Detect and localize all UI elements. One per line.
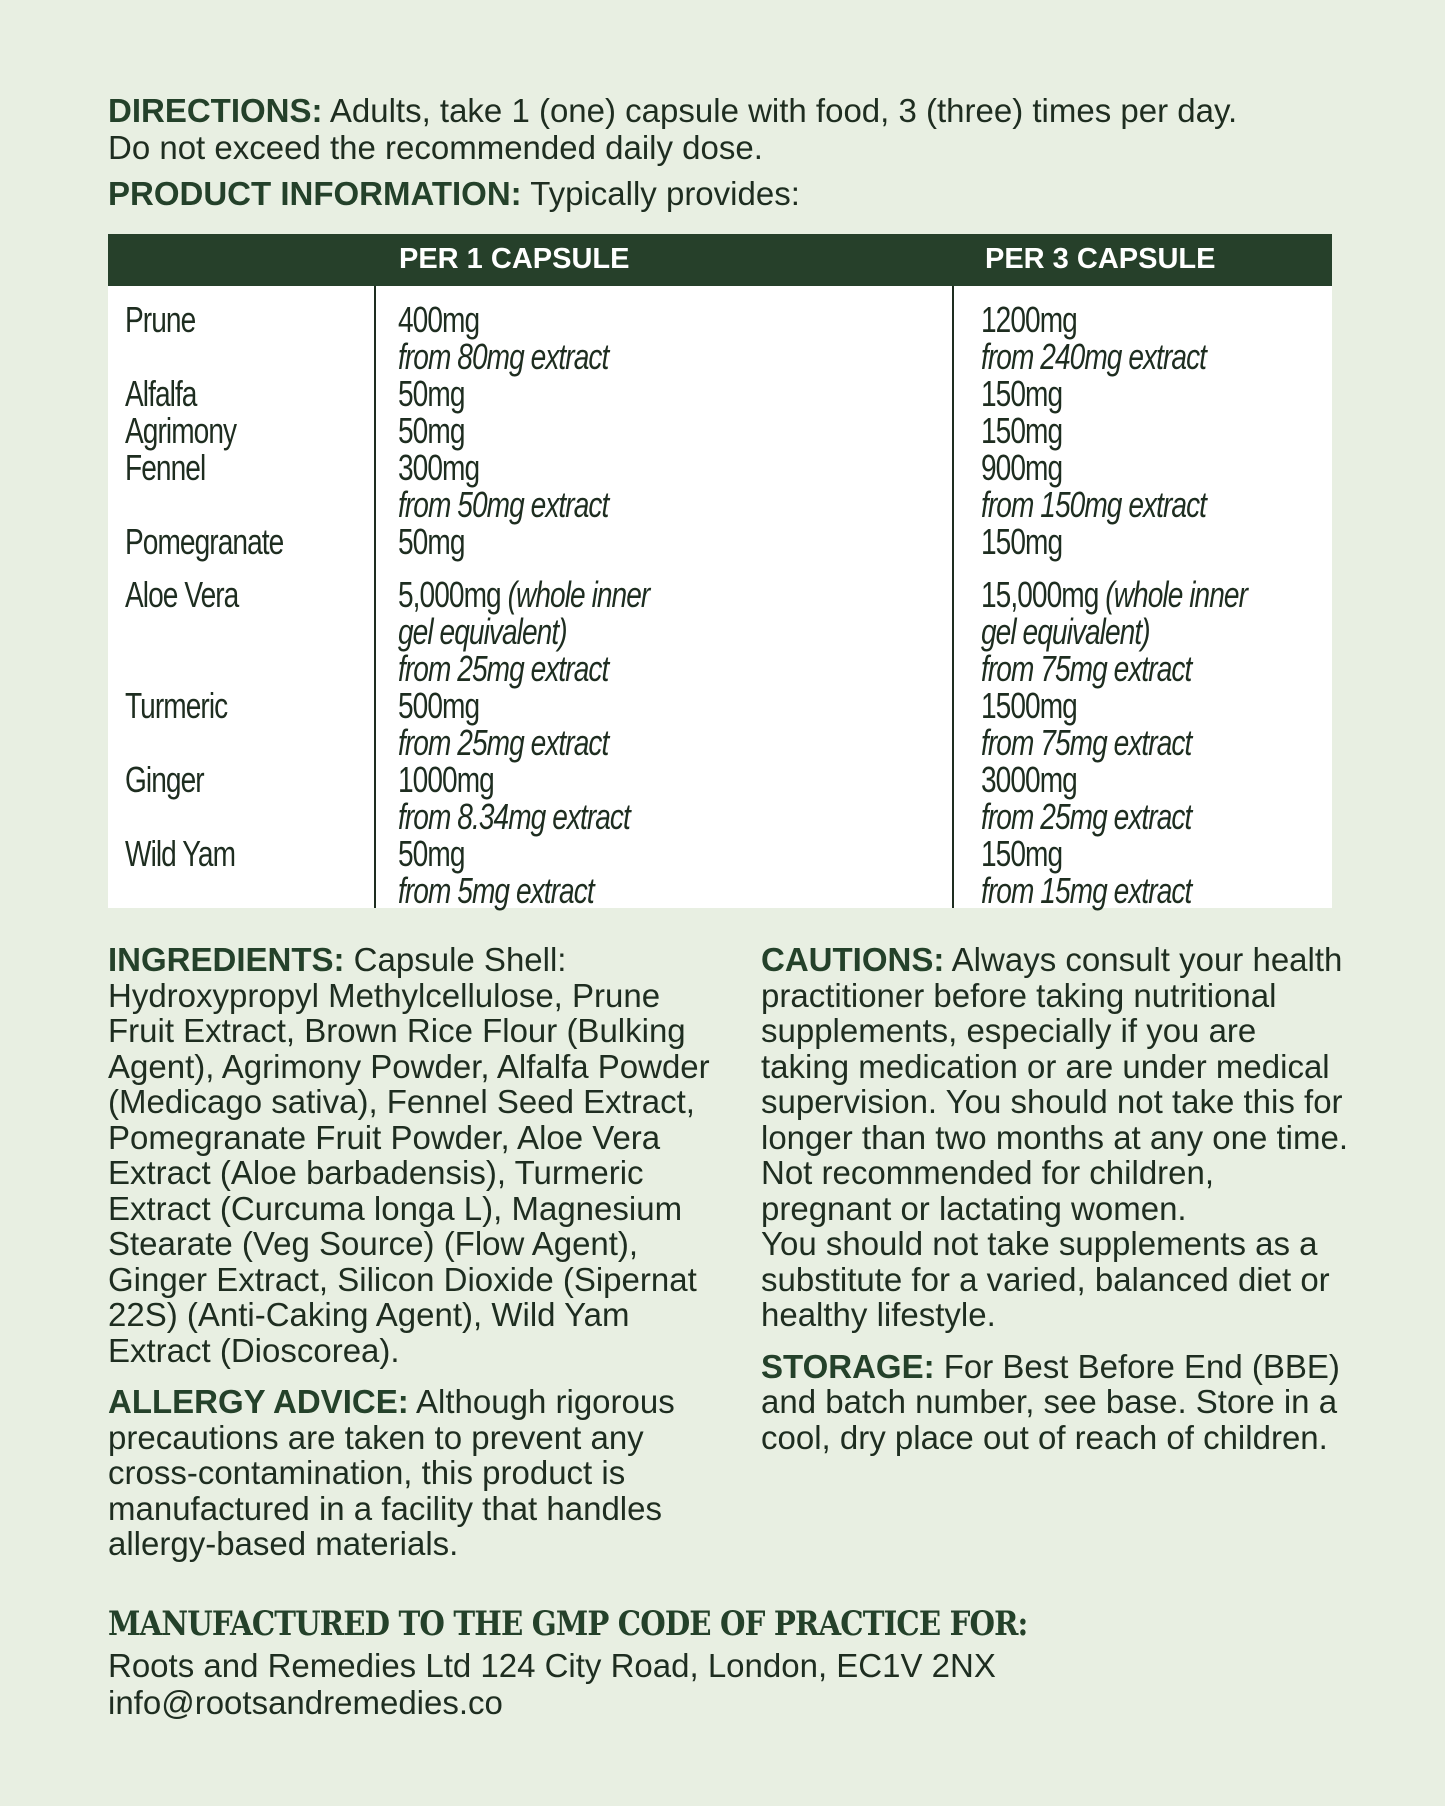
ingredient-name — [125, 761, 226, 798]
per-1-capsule-cell — [398, 449, 668, 523]
cautions-value-2: You should not take supplements as a substitute for a varied, balanced diet or healthy lifestyle. — [761, 1225, 1330, 1333]
cell-line — [981, 761, 1191, 798]
ingredients-value: Capsule Shell: Hydroxypropyl Methylcellulose, Prune Fruit Extract, Brown Rice Flour (Bulking Agent), Agrimony Powder, Alfalfa Powder (Medicago sativa), Fennel Seed Extract, Pomegranate Fruit Powder, Aloe Vera Extract (Aloe barbadensis), Turmeric Extract (Curcuma longa L), Magnesium Stearate (Veg Source) (Flow Agent), Ginger Extract, Silicon Dioxide (Sipernat 22S) (Anti-Caking Agent), Wild Yam Extract (Dioscorea). — [108, 941, 710, 1369]
ingredients-text — [108, 942, 728, 1368]
ingredient-name — [125, 687, 256, 724]
cell-line — [981, 486, 1206, 523]
amount-value: 1500mg — [981, 685, 1077, 726]
directions-line-2: Do not exceed the recommended daily dose. — [108, 129, 763, 166]
ingredient-name — [125, 835, 266, 872]
storage-label: STORAGE: — [761, 1347, 935, 1385]
storage-text — [761, 1349, 1351, 1456]
product-info-value: Typically provides: — [521, 175, 800, 212]
extract-note: from 75mg extract — [981, 648, 1192, 689]
extract-note: gel equivalent) — [981, 611, 1150, 652]
left-column — [108, 942, 728, 1562]
ingredient-name — [125, 576, 270, 613]
per-1-capsule-cell — [398, 761, 695, 835]
cell-line — [981, 301, 1206, 338]
right-column — [761, 942, 1351, 1455]
manufacturer-email: info@rootsandremedies.co — [108, 1684, 503, 1721]
ingredient-name — [125, 523, 328, 560]
cell-line — [398, 375, 465, 412]
amount-value: 5,000mg — [398, 574, 501, 615]
amount-value: 900mg — [981, 447, 1063, 488]
per-3-capsule-cell — [981, 449, 1270, 523]
product-info-label: PRODUCT INFORMATION: — [108, 175, 522, 212]
extract-note: from 15mg extract — [981, 870, 1192, 911]
extract-note: from 50mg extract — [398, 484, 609, 525]
cell-line — [981, 523, 1062, 560]
per-3-capsule-cell — [981, 523, 1085, 560]
extract-note: (whole inner — [507, 574, 650, 615]
extract-note: from 25mg extract — [398, 722, 609, 763]
header-per-3-capsule: PER 3 CAPSULE — [985, 243, 1216, 275]
cell-line — [398, 724, 608, 761]
cautions-label: CAUTIONS: — [761, 941, 945, 978]
ingredient-name-text: Wild Yam — [125, 833, 236, 874]
allergy-text — [108, 1384, 728, 1562]
extract-note: from 5mg extract — [398, 870, 594, 911]
cell-line — [398, 613, 649, 650]
per-1-capsule-cell — [398, 301, 668, 375]
extract-note: from 8.34mg extract — [398, 796, 630, 837]
ingredients-label: INGREDIENTS: — [108, 941, 345, 978]
amount-value: 50mg — [398, 833, 465, 874]
extract-note: from 150mg extract — [981, 484, 1207, 525]
per-3-capsule-cell — [981, 835, 1251, 909]
cell-line — [398, 650, 649, 687]
extract-note: from 240mg extract — [981, 336, 1207, 377]
cell-line — [398, 449, 608, 486]
nutrition-table — [108, 234, 1332, 911]
manufacturer-heading: MANUFACTURED TO THE GMP CODE OF PRACTICE FOR: — [108, 1604, 1028, 1644]
cell-line — [398, 872, 594, 909]
directions-line-1: Adults, take 1 (one) capsule with food, 3 (three) times per day. — [322, 92, 1238, 129]
extract-note: gel equivalent) — [398, 611, 567, 652]
manufacturer-address: Roots and Remedies Ltd 124 City Road, London, EC1V 2NX — [108, 1647, 996, 1684]
per-3-capsule-cell — [981, 375, 1085, 412]
per-3-capsule-cell — [981, 576, 1322, 687]
cell-line — [398, 486, 608, 523]
amount-value: 1000mg — [398, 759, 494, 800]
cell-line — [398, 687, 608, 724]
per-3-capsule-cell — [981, 301, 1270, 375]
cell-line — [398, 798, 630, 835]
cell-line — [981, 449, 1206, 486]
header-per-1-capsule: PER 1 CAPSULE — [399, 243, 630, 275]
cell-line — [398, 761, 630, 798]
per-1-capsule-cell — [398, 412, 483, 449]
per-3-capsule-cell — [981, 761, 1251, 835]
amount-value: 400mg — [398, 299, 480, 340]
per-1-capsule-cell — [398, 375, 483, 412]
amount-value: 150mg — [981, 410, 1063, 451]
ingredient-name-text: Prune — [125, 299, 196, 340]
amount-value: 50mg — [398, 410, 465, 451]
cell-line — [398, 301, 608, 338]
product-info-text — [108, 175, 1348, 212]
cautions-value: Always consult your health practitioner before taking nutritional supplements, especially if you are taking medication or are under medical supervision. You should not take this for longer than two months at any one time. Not recommended for children, pregnant or lactating women. — [761, 941, 1349, 1227]
cell-line — [981, 872, 1191, 909]
cell-line — [981, 338, 1206, 375]
amount-value: 150mg — [981, 833, 1063, 874]
ingredient-name — [125, 301, 215, 338]
cell-line — [981, 613, 1247, 650]
per-1-capsule-cell — [398, 835, 649, 909]
storage-value: For Best Before End (BBE) and batch number, see base. Store in a cool, dry place out of reach of children. — [761, 1347, 1340, 1456]
cell-line — [981, 412, 1062, 449]
ingredient-name-text: Fennel — [125, 447, 206, 488]
allergy-value: Although rigorous precautions are taken to prevent any cross-contamination, this product is manufactured in a facility that handles allergy-based materials. — [108, 1383, 675, 1562]
cell-line — [398, 338, 608, 375]
amount-value: 500mg — [398, 685, 480, 726]
extract-note: from 25mg extract — [981, 796, 1192, 837]
amount-value: 3000mg — [981, 759, 1077, 800]
cell-line — [981, 835, 1191, 872]
per-3-capsule-cell — [981, 687, 1251, 761]
per-1-capsule-cell — [398, 687, 668, 761]
amount-value: 15,000mg — [981, 574, 1099, 615]
ingredient-name — [125, 412, 267, 449]
ingredient-name-text: Agrimony — [125, 410, 237, 451]
cell-line — [981, 687, 1191, 724]
cell-line — [981, 650, 1247, 687]
amount-value: 50mg — [398, 521, 465, 562]
amount-value: 1200mg — [981, 299, 1077, 340]
directions-text — [108, 92, 1348, 166]
amount-value: 150mg — [981, 373, 1063, 414]
extract-note: from 80mg extract — [398, 336, 609, 377]
extract-note: from 75mg extract — [981, 722, 1192, 763]
cell-line — [981, 798, 1191, 835]
ingredient-name — [125, 449, 228, 486]
directions-section — [108, 92, 1348, 212]
cell-line — [398, 523, 465, 560]
directions-label: DIRECTIONS: — [108, 92, 323, 129]
ingredient-name — [125, 375, 217, 412]
cell-line — [398, 835, 594, 872]
ingredient-name-text: Turmeric — [125, 685, 228, 726]
cautions-text — [761, 942, 1351, 1333]
extract-note: from 25mg extract — [398, 648, 609, 689]
ingredient-name-text: Pomegranate — [125, 521, 284, 562]
allergy-label: ALLERGY ADVICE: — [108, 1383, 409, 1420]
amount-value: 300mg — [398, 447, 480, 488]
cell-line — [981, 576, 1247, 613]
per-3-capsule-cell — [981, 412, 1085, 449]
manufacturer-section — [108, 1606, 1348, 1721]
extract-note: (whole inner — [1105, 574, 1248, 615]
cell-line — [981, 375, 1062, 412]
cell-line — [398, 576, 649, 613]
table-body — [108, 286, 1332, 911]
amount-value: 150mg — [981, 521, 1063, 562]
ingredient-name-text: Aloe Vera — [125, 574, 239, 615]
per-1-capsule-cell — [398, 523, 483, 560]
ingredient-name-text: Alfalfa — [125, 373, 197, 414]
ingredient-name-text: Ginger — [125, 759, 204, 800]
cell-line — [981, 724, 1191, 761]
table-header — [108, 234, 1332, 286]
per-1-capsule-cell — [398, 576, 720, 687]
cell-line — [398, 412, 465, 449]
amount-value: 50mg — [398, 373, 465, 414]
